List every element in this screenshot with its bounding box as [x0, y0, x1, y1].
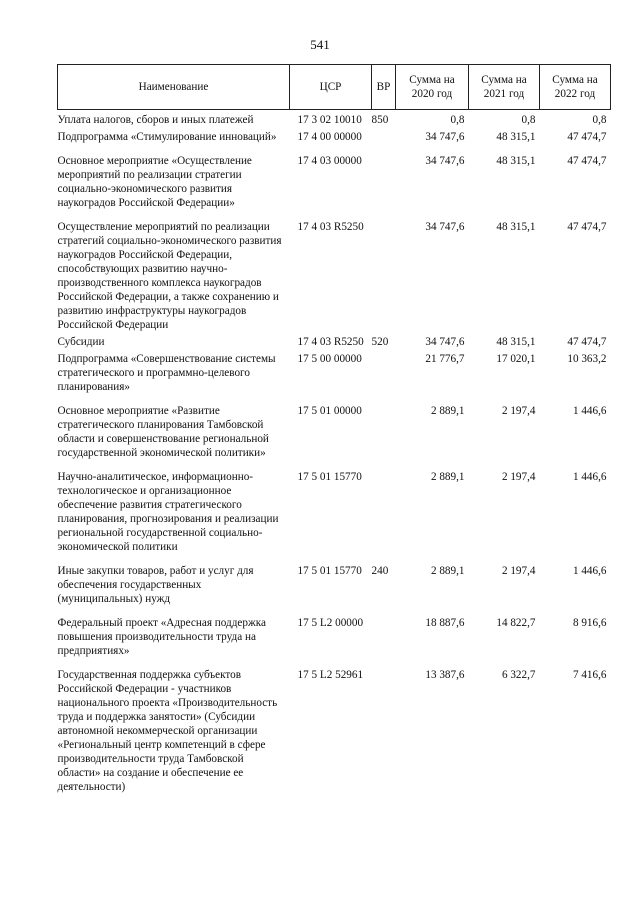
row-csr: 17 5 01 15770 [297, 471, 362, 483]
header-sum-2021: Сумма на 2021 год [469, 65, 540, 110]
row-name: Осуществление мероприятий по реализации стратегий социально-экономического развития наукоградов Российской Федерации, способствующих развитию научно-производственного комплекса наукоградов Российской Федерации, а также сохранению и развитию инфраструктуры наукоградов Российской Федерации [57, 221, 282, 331]
row-sum-2022: 47 474,7 [567, 221, 607, 233]
table-row [58, 219, 611, 334]
row-vr [372, 219, 396, 334]
row-sum-2022: 47 474,7 [567, 155, 607, 167]
row-vr [372, 615, 396, 667]
row-sum-2020: 34 747,6 [425, 221, 465, 233]
row-vr: 850 [371, 114, 389, 126]
row-name: Подпрограмма «Совершенствование системы стратегического и программно-целевого планирования» [57, 353, 276, 393]
row-csr: 17 5 01 15770 [297, 565, 362, 577]
header-sum-2022: Сумма на 2022 год [540, 65, 611, 110]
header-csr: ЦСР [290, 65, 372, 110]
row-sum-2021: 48 315,1 [496, 336, 536, 348]
table-row [58, 615, 611, 667]
table-row [58, 667, 611, 803]
row-csr: 17 4 03 00000 [297, 155, 362, 167]
row-name: Государственная поддержка субъектов Российской Федерации - участников национального проекта «Производительность труда и поддержка занятости» (Субсидии автономной некоммерческой организации «Региональный центр компетенций в сфере производительности труда Тамбовской области» на создание и обеспечение ее деятельности) [57, 669, 278, 793]
row-sum-2022: 47 474,7 [567, 336, 607, 348]
table-header-row [58, 65, 611, 110]
row-name: Основное мероприятие «Развитие стратегического планирования Тамбовской области и совершенствование региональной государственной экономической политики» [57, 405, 269, 459]
header-name: Наименование [58, 65, 290, 110]
table-row [58, 351, 611, 403]
row-sum-2021: 2 197,4 [501, 405, 536, 417]
row-vr [372, 129, 396, 153]
row-sum-2021: 48 315,1 [496, 131, 536, 143]
row-sum-2021: 6 322,7 [501, 669, 536, 681]
header-sum-2020: Сумма на 2020 год [396, 65, 469, 110]
row-name: Основное мероприятие «Осуществление мероприятий по реализации стратегии социально-экономического развития наукоградов Российской Федерации» [57, 155, 252, 209]
row-sum-2021: 14 822,7 [496, 617, 536, 629]
row-vr [372, 403, 396, 469]
row-sum-2020: 13 387,6 [425, 669, 465, 681]
row-csr: 17 3 02 10010 [297, 114, 362, 126]
table-row [58, 334, 611, 351]
row-sum-2021: 0,8 [521, 114, 536, 126]
row-sum-2021: 48 315,1 [496, 221, 536, 233]
row-sum-2020: 34 747,6 [425, 336, 465, 348]
row-vr: 240 [371, 565, 389, 577]
row-csr: 17 5 00 00000 [297, 353, 362, 365]
table-row [58, 469, 611, 563]
budget-table [57, 64, 611, 803]
row-name: Федеральный проект «Адресная поддержка повышения производительности труда на предприятиях» [57, 617, 266, 657]
row-csr: 17 5 01 00000 [297, 405, 362, 417]
table-row [58, 403, 611, 469]
row-sum-2022: 10 363,2 [567, 353, 607, 365]
table-row [58, 129, 611, 153]
row-sum-2021: 48 315,1 [496, 155, 536, 167]
header-vr: ВР [372, 65, 396, 110]
row-sum-2022: 1 446,6 [572, 471, 607, 483]
row-sum-2022: 1 446,6 [572, 405, 607, 417]
row-vr: 520 [371, 336, 389, 348]
row-sum-2020: 2 889,1 [430, 565, 465, 577]
row-sum-2022: 7 416,6 [572, 669, 607, 681]
row-name: Уплата налогов, сборов и иных платежей [57, 114, 254, 126]
row-sum-2022: 1 446,6 [572, 565, 607, 577]
row-sum-2022: 0,8 [592, 114, 607, 126]
page-number: 541 [310, 37, 330, 52]
row-sum-2022: 47 474,7 [567, 131, 607, 143]
row-csr: 17 4 03 R5250 [297, 336, 364, 348]
row-csr: 17 5 L2 00000 [297, 617, 364, 629]
row-name: Иные закупки товаров, работ и услуг для обеспечения государственных (муниципальных) нужд [57, 565, 254, 605]
row-sum-2020: 34 747,6 [425, 131, 465, 143]
row-sum-2020: 34 747,6 [425, 155, 465, 167]
row-vr [372, 351, 396, 403]
row-vr [372, 153, 396, 219]
row-csr: 17 4 03 R5250 [297, 221, 364, 233]
row-sum-2020: 21 776,7 [425, 353, 465, 365]
row-sum-2021: 2 197,4 [501, 565, 536, 577]
row-sum-2021: 17 020,1 [496, 353, 536, 365]
row-sum-2021: 2 197,4 [501, 471, 536, 483]
row-sum-2020: 2 889,1 [430, 405, 465, 417]
table-row [58, 153, 611, 219]
row-sum-2022: 8 916,6 [572, 617, 607, 629]
table-row [58, 563, 611, 615]
table-row [58, 110, 611, 130]
row-name: Подпрограмма «Стимулирование инноваций» [57, 131, 277, 143]
row-csr: 17 4 00 00000 [297, 131, 362, 143]
row-sum-2020: 2 889,1 [430, 471, 465, 483]
row-vr [372, 469, 396, 563]
row-name: Субсидии [57, 336, 105, 348]
row-sum-2020: 18 887,6 [425, 617, 465, 629]
row-vr [372, 667, 396, 803]
row-sum-2020: 0,8 [450, 114, 465, 126]
row-csr: 17 5 L2 52961 [297, 669, 364, 681]
row-name: Научно-аналитическое, информационно-технологическое и организационное обеспечение развития стратегического планирования, прогнозирования и реализации региональной государственной социально-экономической политики [57, 471, 279, 553]
